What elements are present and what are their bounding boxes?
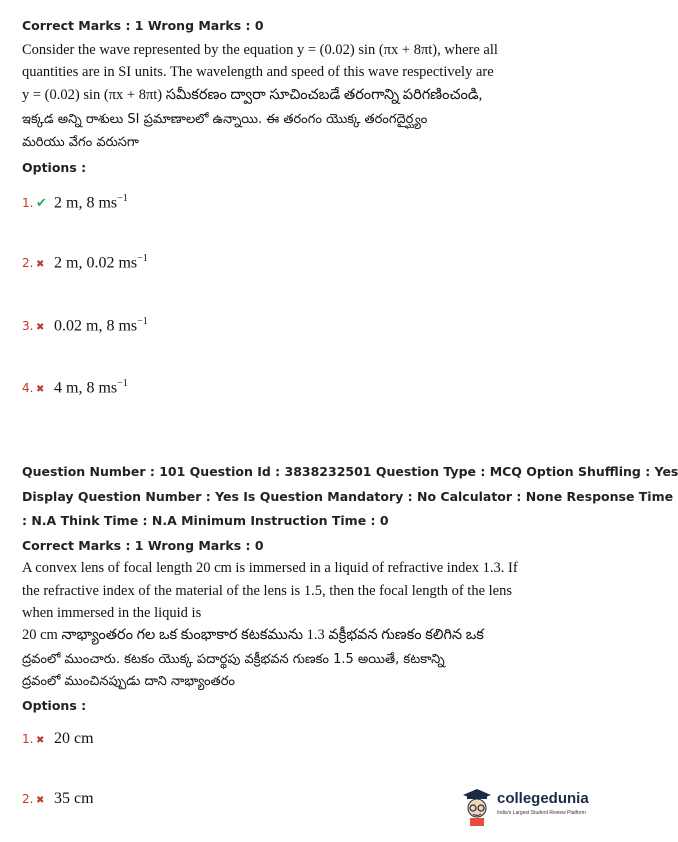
q2-english-line-2: the refractive index of the material of the lens is 1.5, then the focal length of the lens <box>22 583 513 599</box>
option-text: 0.02 m, 8 $ms^{-1}$ <box>54 316 148 335</box>
q2-telugu-line-2: ద్రవంలో ముంచారు. కటకం యొక్క పదార్థపు వక్రీభవన గుణకం 1.5 అయితే, కటకాన్ని <box>22 652 445 667</box>
q2-telugu-line-1: 20 cm నాభ్యాంతరం గల ఒక కుంభాకార కటకమును 1.3 వక్రీభవన గుణకం కలిగిన ఒక <box>22 627 484 643</box>
q1-option-2 <box>22 253 148 275</box>
q1-option-1 <box>22 193 128 215</box>
option-text: 2 m, 8 $ms^{-1}$ <box>54 193 128 212</box>
q1-telugu-line-3: మరియు వేగం వరుసగా <box>22 135 139 150</box>
option-number: 1. <box>22 196 34 211</box>
student-mascot-icon <box>461 788 493 826</box>
cross-icon: ✖ <box>36 322 45 334</box>
q1-option-4 <box>22 378 128 400</box>
q2-telugu-line-3: ద్రవంలో ముంచినప్పుడు దాని నాభ్యాంతరం <box>22 674 236 689</box>
check-icon: ✔ <box>36 196 47 212</box>
cross-icon: ✖ <box>36 795 45 806</box>
q2-marks: Correct Marks : 1 Wrong Marks : 0 <box>22 538 264 553</box>
q2-header-line-3: : N.A Think Time : N.A Minimum Instruction Time : 0 <box>22 513 389 528</box>
cross-icon: ✖ <box>36 384 45 396</box>
option-number: 2. <box>22 256 34 271</box>
q1-english-line-1: Consider the wave represented by the equation y = (0.02) sin (πx + 8πt), where all <box>22 42 498 58</box>
q2-english-line-1: A convex lens of focal length 20 cm is immersed in a liquid of refractive index 1.3. If <box>22 560 518 576</box>
q2-header-line-2: Display Question Number : Yes Is Question Mandatory : No Calculator : None Response Time <box>22 489 674 504</box>
q2-option-1 <box>22 730 94 752</box>
option-number: 2. <box>22 792 34 806</box>
q1-option-3 <box>22 316 148 338</box>
cross-icon: ✖ <box>36 259 45 271</box>
option-number: 3. <box>22 319 34 334</box>
option-text: 20 cm <box>54 730 94 747</box>
cross-icon: ✖ <box>36 735 45 746</box>
collegedunia-logo <box>461 788 591 828</box>
option-number: 1. <box>22 732 34 746</box>
q1-telugu-line-1: y = (0.02) sin (πx + 8πt) సమీకరణం ద్వారా సూచించబడే తరంగాన్ని పరిగణించండి, <box>22 87 483 103</box>
option-text: 2 m, 0.02 $ms^{-1}$ <box>54 253 148 272</box>
option-text: 35 cm <box>54 790 94 807</box>
option-number: 4. <box>22 381 34 396</box>
q1-options-label: Options : <box>22 160 87 175</box>
brand-name: collegedunia <box>497 790 589 807</box>
q2-options-label: Options : <box>22 698 87 713</box>
option-text: 4 m, 8 $ms^{-1}$ <box>54 378 128 397</box>
q1-english-line-2: quantities are in SI units. The wavelength and speed of this wave respectively are <box>22 64 494 80</box>
brand-tagline: India's Largest Student Review Platform <box>497 810 586 816</box>
q2-english-line-3: when immersed in the liquid is <box>22 605 202 621</box>
q2-header-line-1: Question Number : 101 Question Id : 3838232501 Question Type : MCQ Option Shuffling : Yes <box>22 464 678 479</box>
q1-marks: Correct Marks : 1 Wrong Marks : 0 <box>22 18 264 33</box>
q2-option-2 <box>22 790 94 812</box>
q1-telugu-line-2: ఇక్కడ అన్ని రాశులు SI ప్రమాణాలలో ఉన్నాయి. ఈ తరంగం యొక్క తరంగదైర్ఘ్యం <box>22 112 428 127</box>
